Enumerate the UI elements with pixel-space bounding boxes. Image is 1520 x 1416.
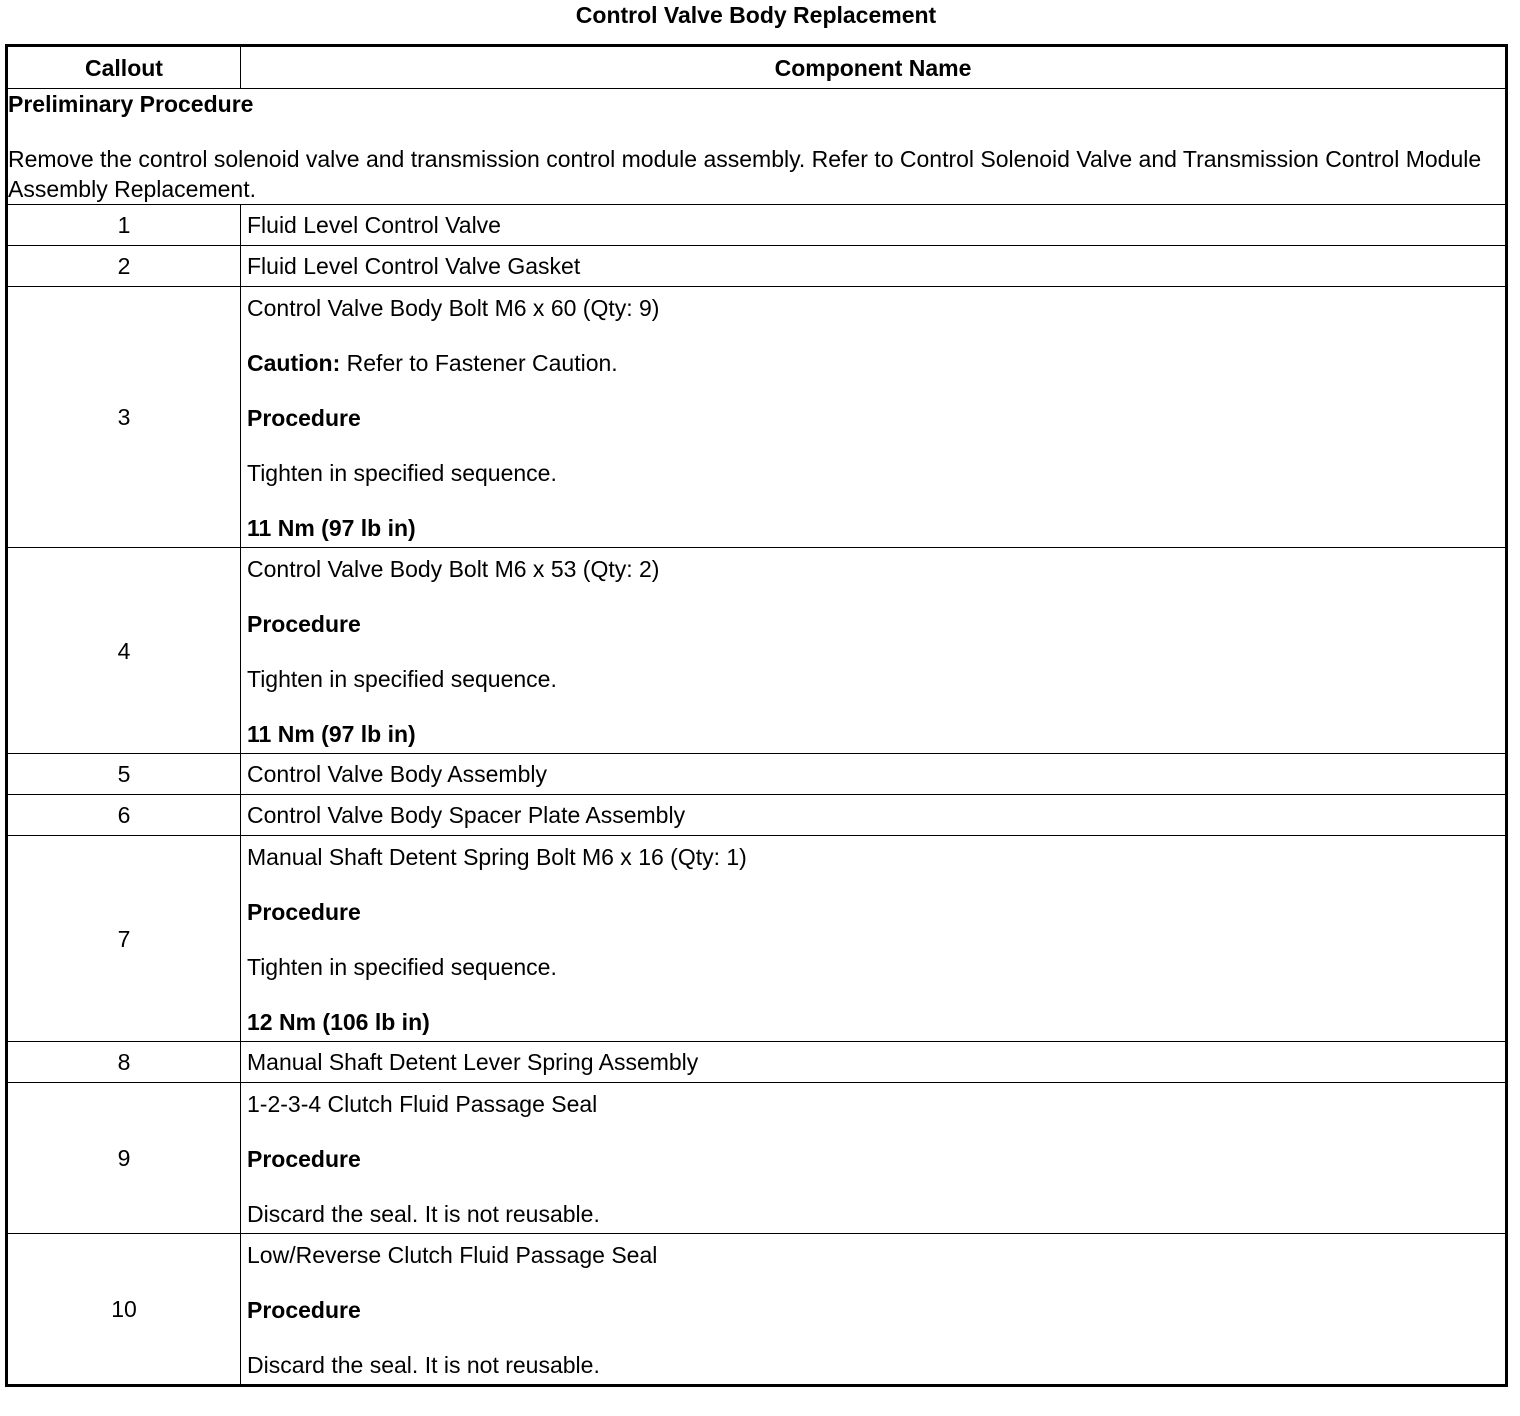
- procedure-label: Procedure: [247, 1146, 361, 1172]
- component-table: [5, 44, 1508, 1387]
- table-row: [7, 836, 1507, 1042]
- procedure-text: Tighten in specified sequence.: [247, 460, 557, 486]
- component-name: Control Valve Body Assembly: [241, 754, 1507, 795]
- header-callout: Callout: [7, 46, 241, 89]
- procedure-text: Discard the seal. It is not reusable.: [247, 1201, 600, 1227]
- procedure-text: Discard the seal. It is not reusable.: [247, 1352, 600, 1378]
- component-cell: [241, 1234, 1507, 1386]
- callout-cell: 6: [7, 795, 241, 836]
- component-cell: [241, 548, 1507, 754]
- caution-line: [247, 348, 1505, 378]
- table-row: [7, 205, 1507, 246]
- component-name: Fluid Level Control Valve Gasket: [241, 246, 1507, 287]
- table-header-row: [7, 46, 1507, 89]
- procedure-label: Procedure: [247, 1297, 361, 1323]
- component-cell: [241, 836, 1507, 1042]
- component-name: Manual Shaft Detent Lever Spring Assembly: [241, 1042, 1507, 1083]
- procedure-label: Procedure: [247, 611, 361, 637]
- callout-cell: 9: [7, 1083, 241, 1234]
- table-row: [7, 1042, 1507, 1083]
- callout-cell: 7: [7, 836, 241, 1042]
- document-title: Control Valve Body Replacement: [575, 2, 937, 28]
- caution-text: Refer to Fastener Caution.: [340, 350, 618, 376]
- component-name: 1-2-3-4 Clutch Fluid Passage Seal: [247, 1091, 598, 1117]
- component-name: Control Valve Body Bolt M6 x 53 (Qty: 2): [247, 556, 660, 582]
- procedure-label: Procedure: [247, 899, 361, 925]
- header-component-name: Component Name: [241, 46, 1507, 89]
- procedure-text: Tighten in specified sequence.: [247, 954, 557, 980]
- table-row: [7, 246, 1507, 287]
- table-row: [7, 1234, 1507, 1386]
- callout-cell: 5: [7, 754, 241, 795]
- callout-cell: 3: [7, 287, 241, 548]
- caution-label: Caution:: [247, 350, 341, 376]
- procedure-text: Tighten in specified sequence.: [247, 666, 557, 692]
- torque-spec: 12 Nm (106 lb in): [247, 1009, 430, 1035]
- component-name: Fluid Level Control Valve: [241, 205, 1507, 246]
- torque-spec: 11 Nm (97 lb in): [247, 721, 416, 747]
- callout-cell: 1: [7, 205, 241, 246]
- component-name: Control Valve Body Bolt M6 x 60 (Qty: 9): [247, 295, 660, 321]
- table-row: [7, 795, 1507, 836]
- component-cell: [241, 287, 1507, 548]
- callout-cell: 4: [7, 548, 241, 754]
- component-name: Manual Shaft Detent Spring Bolt M6 x 16 (Qty: 1): [247, 844, 747, 870]
- table-row: [7, 548, 1507, 754]
- preliminary-row: [7, 89, 1507, 205]
- component-name: Control Valve Body Spacer Plate Assembly: [241, 795, 1507, 836]
- callout-cell: 2: [7, 246, 241, 287]
- table-row: [7, 1083, 1507, 1234]
- preliminary-text: Remove the control solenoid valve and transmission control module assembly. Refer to Control Solenoid Valve and Transmission Control Module Assembly Replacement.: [8, 146, 1482, 202]
- table-row: [7, 287, 1507, 548]
- procedure-label: Procedure: [247, 405, 361, 431]
- callout-cell: 8: [7, 1042, 241, 1083]
- component-cell: [241, 1083, 1507, 1234]
- component-name: Low/Reverse Clutch Fluid Passage Seal: [247, 1242, 658, 1268]
- callout-cell: 10: [7, 1234, 241, 1386]
- preliminary-heading: Preliminary Procedure: [8, 91, 254, 117]
- torque-spec: 11 Nm (97 lb in): [247, 515, 416, 541]
- table-row: [7, 754, 1507, 795]
- preliminary-cell: [7, 89, 1507, 205]
